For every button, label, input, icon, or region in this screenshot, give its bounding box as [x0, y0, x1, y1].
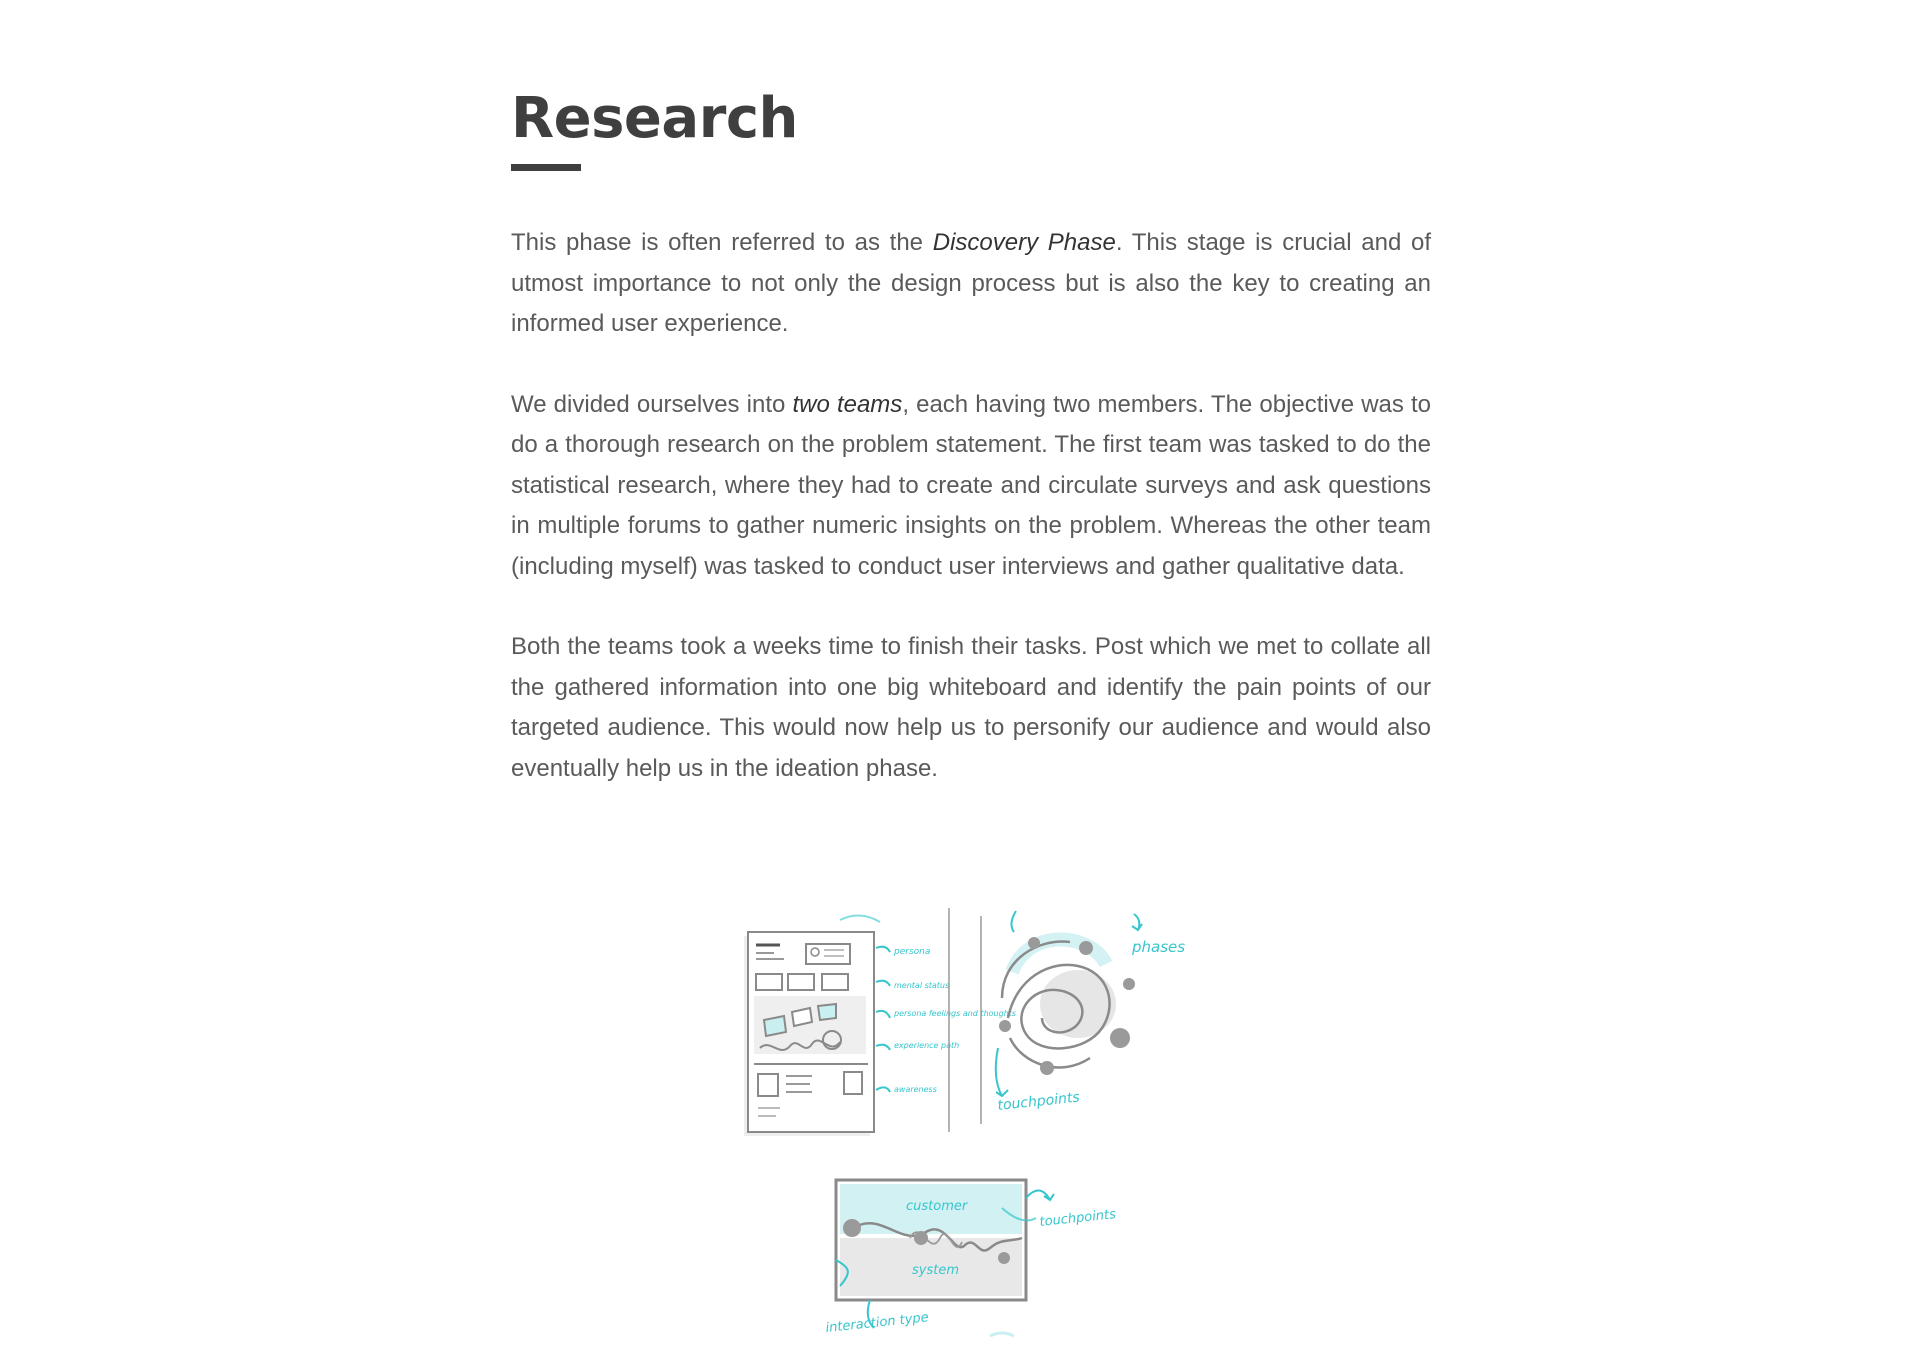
paragraph-whiteboard: Both the teams took a weeks time to finish their tasks. Post which we met to collate all the gathered information into one big whiteboard and identify the pain points of our targeted audience. This would now help us to personify our audience and would also eventually help us in the ideation phase. — [511, 633, 1431, 782]
research-sketch-illustration — [740, 908, 1210, 1340]
label-mental-status: mental status — [894, 981, 950, 990]
label-touchpoints-circle: touchpoints — [996, 1089, 1081, 1114]
paragraph-text: We divided ourselves into — [511, 390, 793, 418]
label-persona: persona — [894, 947, 931, 957]
paragraph-text: This phase is often referred to as the — [511, 229, 933, 256]
service-blueprint-sketch — [825, 1180, 1117, 1336]
paragraph-two-teams — [511, 385, 1431, 588]
page-title: Research — [511, 86, 798, 151]
research-article — [511, 80, 1431, 789]
paragraph-discovery-phase — [511, 223, 1431, 345]
label-interaction-type: interaction type — [824, 1310, 930, 1336]
journey-sheet-sketch — [744, 915, 1016, 1136]
label-customer: customer — [906, 1199, 968, 1214]
emphasis-two-teams: two teams — [792, 390, 903, 418]
title-underline — [511, 164, 581, 171]
paragraph-text: . This stage is crucial and of utmost importance to not only the design process but is also the key to creating an informed user experience. — [511, 229, 1431, 337]
label-persona-feelings: persona feelings and thoughts — [894, 1009, 1017, 1018]
paragraph-text: , each having two members. The objective was to do a thorough research on the problem statement. The first team was tasked to do the statistical research, where they had to create and circulate surveys and ask questions in multiple forums to gather numeric insights on the problem. Whereas the other team (including myself) was tasked to conduct user interviews and gather qualitative data. — [511, 390, 1432, 580]
label-system: system — [912, 1263, 959, 1278]
label-awareness: awareness — [894, 1085, 937, 1094]
emphasis-discovery-phase: Discovery Phase — [932, 229, 1116, 256]
phases-cycle-sketch — [996, 911, 1186, 1114]
label-phases: phases — [1132, 938, 1186, 956]
label-touchpoints-board: touchpoints — [1038, 1207, 1117, 1230]
label-experience-path: experience path — [894, 1041, 960, 1050]
